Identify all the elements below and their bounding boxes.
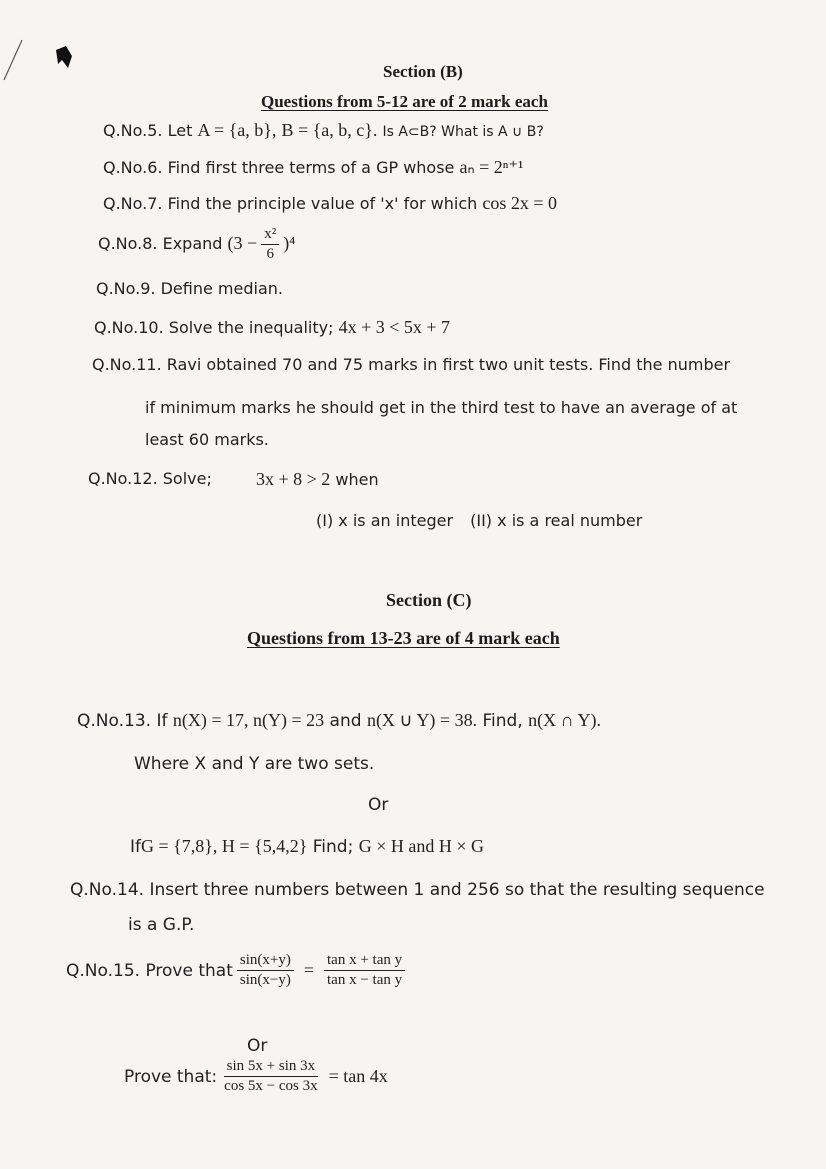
q15-rhs-num: tan x + tan y — [324, 952, 405, 971]
q15-alt-fraction — [221, 1058, 320, 1095]
q15-alternative — [124, 1058, 388, 1095]
q15-rhs-fraction — [324, 952, 405, 989]
q15-equals: = — [303, 960, 314, 980]
q13-union: n(X ∪ Y) = 38. — [366, 710, 478, 730]
q9-text: Define median. — [160, 279, 283, 298]
q13-find: Find, — [482, 711, 523, 731]
q6-formula: aₙ = 2ⁿ⁺¹ — [459, 157, 524, 177]
q12-parts — [316, 511, 642, 530]
question-5 — [103, 120, 544, 141]
q11-label: Q.No.11. — [92, 355, 162, 374]
question-8 — [98, 226, 295, 263]
question-13 — [77, 710, 601, 731]
q14-line2: is a G.P. — [128, 915, 195, 935]
ink-blot-mark — [56, 46, 72, 68]
q8-fraction-den: 6 — [266, 246, 274, 262]
q13-or: Or — [368, 795, 389, 815]
q12-part1: (I) x is an integer — [316, 511, 454, 530]
q6-text: Find first three terms of a GP whose — [167, 158, 455, 177]
q7-equation: cos 2x = 0 — [482, 193, 558, 213]
q13-alt-if: If — [130, 837, 141, 857]
section-c-title: Section (C) — [386, 590, 472, 610]
q6-label: Q.No.6. — [103, 158, 163, 177]
q13-given: n(X) = 17, n(Y) = 23 — [172, 710, 325, 730]
q7-text: Find the principle value of 'x' for which — [167, 194, 478, 213]
q15-alt-num: sin 5x + sin 3x — [224, 1058, 318, 1077]
question-6 — [103, 157, 523, 178]
q13-alt-products: G × H and H × G — [358, 836, 485, 856]
q13-and: and — [329, 711, 362, 731]
q15-label: Q.No.15. Prove that — [66, 960, 233, 981]
q12-inequality: 3x + 8 > 2 — [256, 469, 331, 489]
question-14 — [70, 880, 765, 900]
question-7 — [103, 193, 557, 214]
section-c-subtitle: Questions from 13-23 are of 4 mark each — [247, 628, 560, 648]
q15-alt-den: cos 5x − cos 3x — [224, 1078, 318, 1094]
q11-line3: least 60 marks. — [145, 430, 269, 449]
q13-label: Q.No.13. If — [77, 711, 168, 731]
question-9 — [96, 279, 283, 298]
question-15 — [66, 952, 409, 989]
q7-label: Q.No.7. — [103, 194, 163, 213]
q12-part2: (II) x is a real number — [470, 511, 643, 530]
q8-expr-close: )⁴ — [283, 233, 296, 253]
q15-lhs-den: sin(x−y) — [239, 972, 291, 988]
q10-label: Q.No.10. — [94, 318, 164, 337]
q10-text: Solve the inequality; — [168, 318, 334, 337]
q14-label: Q.No.14. — [70, 880, 145, 900]
q5-text: Is A⊂B? What is A ∪ B? — [382, 124, 544, 140]
q5-label: Q.No.5. Let — [103, 121, 193, 140]
q12-label: Q.No.12. Solve; — [88, 469, 212, 488]
q8-expr-open: (3 − — [227, 233, 258, 253]
q11-line2: if minimum marks he should get in the third test to have an average of at — [145, 398, 738, 417]
q5-set-a: A = {a, b}, — [197, 120, 277, 140]
q15-alt-label: Prove that: — [124, 1066, 218, 1087]
q8-label: Q.No.8. Expand — [98, 234, 223, 253]
q14-line1: Insert three numbers between 1 and 256 so that the resulting sequence — [149, 880, 765, 900]
q15-lhs-num: sin(x+y) — [237, 952, 294, 971]
q11-line1: Ravi obtained 70 and 75 marks in first two unit tests. Find the number — [166, 355, 731, 374]
section-b-title: Section (B) — [383, 62, 463, 81]
question-10 — [94, 317, 450, 338]
q15-alt-rhs: = tan 4x — [328, 1066, 388, 1086]
question-11 — [92, 355, 730, 374]
q13-alternative — [130, 836, 484, 857]
q10-inequality: 4x + 3 < 5x + 7 — [338, 317, 451, 337]
q12-when: when — [335, 470, 379, 489]
q13-alt-find: Find; — [312, 837, 354, 857]
q5-set-b: B = {a, b, c}. — [281, 120, 378, 140]
pen-stroke-mark — [4, 40, 22, 80]
q9-label: Q.No.9. — [96, 279, 156, 298]
question-12 — [88, 469, 212, 488]
q8-fraction-num: x² — [261, 226, 279, 245]
q15-rhs-den: tan x − tan y — [327, 972, 403, 988]
q15-lhs-fraction — [237, 952, 294, 989]
q8-fraction — [261, 226, 279, 263]
q13-alt-sets: G = {7,8}, H = {5,4,2} — [141, 836, 308, 856]
q12-statement — [256, 469, 379, 490]
q15-or: Or — [247, 1036, 268, 1056]
q13-line2: Where X and Y are two sets. — [134, 754, 375, 774]
section-b-subtitle: Questions from 5-12 are of 2 mark each — [261, 92, 548, 111]
q13-intersection: n(X ∩ Y). — [528, 710, 601, 730]
